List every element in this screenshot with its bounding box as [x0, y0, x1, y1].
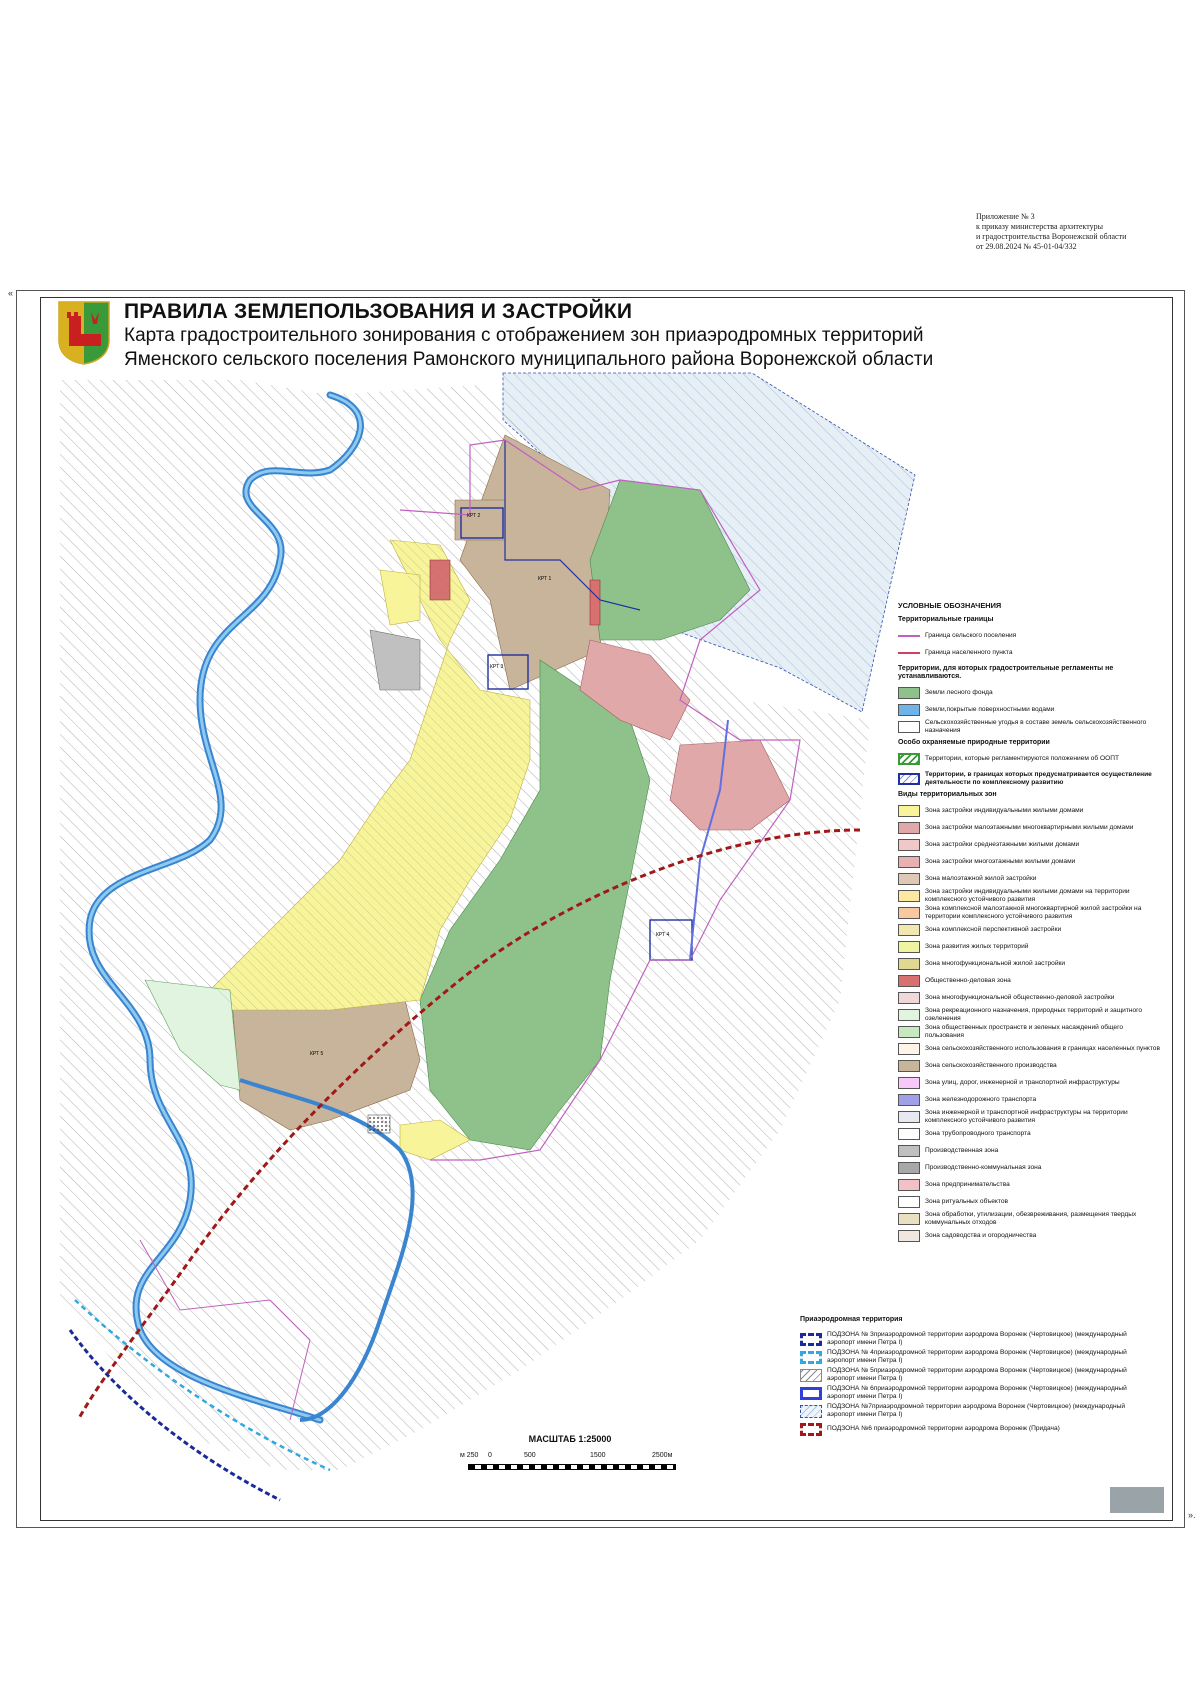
legend-zones	[898, 803, 1160, 1244]
legend-item-noreg	[898, 685, 1160, 701]
legend-item-zone	[898, 1092, 1160, 1108]
legend-item-zone	[898, 854, 1160, 870]
legend-item-zone	[898, 1126, 1160, 1142]
airport-legend-items	[800, 1330, 1130, 1438]
legend-item-zone	[898, 973, 1160, 989]
scale-tick: 1500	[590, 1452, 606, 1459]
legend-swatch	[898, 992, 920, 1004]
legend-heading-borders: Территориальные границы	[898, 616, 994, 623]
legend-heading-oopt: Особо охраняемые природные территории	[898, 739, 1050, 746]
legend-swatch	[800, 1405, 822, 1418]
airport-legend	[800, 1316, 1130, 1438]
legend	[898, 602, 1160, 1245]
scale-bar-line	[468, 1464, 676, 1470]
legend-swatch	[898, 907, 920, 919]
legend-label: Зона предпринимательства	[925, 1181, 1010, 1188]
krt-label: КРТ 5	[310, 1051, 324, 1057]
legend-swatch	[898, 958, 920, 970]
legend-swatch	[898, 1213, 920, 1225]
legend-label: Производственно-коммунальная зона	[925, 1164, 1042, 1171]
legend-item-oopt	[898, 751, 1160, 767]
legend-swatch	[898, 1009, 920, 1021]
legend-label: ПОДЗОНА №6 приаэродромной территории аэродрома Воронеж (Придача)	[827, 1425, 1060, 1432]
legend-label: Зона застройки индивидуальными жилыми домами на территории комплексного устойчивого развития	[925, 888, 1130, 903]
legend-swatch	[898, 822, 920, 834]
legend-item-zone	[898, 1109, 1160, 1125]
legend-item-zone	[898, 1007, 1160, 1023]
legend-label: Зона застройки индивидуальными жилыми домами	[925, 807, 1084, 814]
legend-label: Зона улиц, дорог, инженерной и транспортной инфраструктуры	[925, 1079, 1120, 1086]
legend-swatch	[800, 1369, 822, 1382]
legend-label: ПОДЗОНА №7приаэродромной территории аэродрома Воронеж (Чертовицкое) (международный аэропорт имени Петра I)	[827, 1403, 1126, 1418]
legend-swatch	[898, 647, 920, 659]
legend-label: Территории, в границах которых предусматривается осуществление деятельности по комплексному развитию	[925, 771, 1152, 786]
zone-ritual-objects	[368, 1115, 390, 1133]
legend-heading-zones: Виды территориальных зон	[898, 791, 997, 798]
legend-item-noreg	[898, 702, 1160, 718]
legend-label: ПОДЗОНА № 6приаэродромной территории аэродрома Воронеж (Чертовицкое) (международный аэропорт имени Петра I)	[827, 1385, 1127, 1400]
legend-label: ПОДЗОНА № 5приаэродромной территории аэродрома Воронеж (Чертовицкое) (международный аэропорт имени Петра I)	[827, 1367, 1127, 1382]
legend-swatch	[800, 1387, 822, 1400]
legend-item-zone	[898, 956, 1160, 972]
legend-label: Зона развития жилых территорий	[925, 943, 1029, 950]
legend-label: Зона застройки многоэтажными жилыми домами	[925, 858, 1076, 865]
legend-swatch	[898, 704, 920, 716]
scale-title: МАСШТАБ 1:25000	[528, 1434, 612, 1444]
legend-heading-noreg: Территории, для которых градостроительные регламенты не устанавливаются.	[898, 665, 1114, 680]
legend-item-zone	[898, 922, 1160, 938]
stamp-logo	[1110, 1487, 1164, 1513]
legend-item-zone	[898, 1041, 1160, 1057]
airport-legend-heading: Приаэродромная территория	[800, 1316, 903, 1323]
legend-swatch	[898, 1145, 920, 1157]
legend-swatch	[800, 1423, 822, 1436]
legend-label: ПОДЗОНА № 4приаэродромной территории аэродрома Воронеж (Чертовицкое) (международный аэропорт имени Петра I)	[827, 1349, 1127, 1364]
legend-swatch	[898, 941, 920, 953]
legend-label: Территории, которые регламентируются положением об ООПТ	[925, 755, 1119, 762]
legend-item-zone	[898, 1075, 1160, 1091]
airport-legend-item	[800, 1348, 1130, 1366]
scale-tick: 2500м	[652, 1452, 673, 1459]
legend-item-zone	[898, 888, 1160, 904]
map-subtitle: Карта градостроительного зонирования с отображением зон приаэродромных территорий	[124, 325, 924, 346]
coat-of-arms-logo	[57, 300, 111, 366]
legend-swatch	[898, 1128, 920, 1140]
legend-label: Общественно-деловая зона	[925, 977, 1011, 984]
legend-swatch	[898, 1196, 920, 1208]
legend-item-zone	[898, 1058, 1160, 1074]
krt-label: КРТ 1	[538, 576, 552, 582]
legend-label: Зона инженерной и транспортной инфраструктуры на территории комплексного устойчивого развития	[925, 1109, 1128, 1124]
legend-item-krt	[898, 771, 1160, 787]
legend-swatch	[898, 924, 920, 936]
legend-swatch	[898, 873, 920, 885]
scale-tick: 500	[524, 1452, 536, 1459]
legend-swatch	[898, 1111, 920, 1123]
opening-quote: «	[8, 288, 14, 298]
appendix-line: Приложение № 3	[976, 212, 1035, 221]
airport-legend-item	[800, 1420, 1130, 1438]
legend-label: Зона железнодорожного транспорта	[925, 1096, 1037, 1103]
legend-item-zone	[898, 871, 1160, 887]
legend-label: Зона комплексной малоэтажной многоквартирной жилой застройки на территории комплексного устойчивого развития	[925, 905, 1142, 920]
zone-agri-production	[455, 500, 505, 540]
legend-item-zone	[898, 1211, 1160, 1227]
legend-label: ПОДЗОНА № 3приаэродромной территории аэродрома Воронеж (Чертовицкое) (международный аэропорт имени Петра I)	[827, 1331, 1127, 1346]
legend-swatch	[800, 1351, 822, 1364]
legend-label: Зона многофункциональной жилой застройки	[925, 960, 1066, 967]
legend-swatch	[898, 1077, 920, 1089]
scale-bar	[460, 1434, 680, 1474]
scale-unit-left: м 250	[460, 1452, 479, 1459]
legend-label: Зона ритуальных объектов	[925, 1198, 1009, 1205]
appendix-line: и градостроительства Воронежской области	[976, 232, 1127, 241]
legend-swatch	[898, 1162, 920, 1174]
map-subtitle-2: Яменского сельского поселения Рамонского муниципального района Воронежской области	[124, 349, 934, 370]
airport-legend-item	[800, 1384, 1130, 1402]
legend-item-border	[898, 645, 1160, 661]
legend-swatch	[898, 687, 920, 699]
legend-item-zone	[898, 1143, 1160, 1159]
legend-swatch	[898, 721, 920, 733]
legend-item-noreg	[898, 719, 1160, 735]
krt-label: КРТ 4	[656, 932, 670, 938]
legend-label: Граница населенного пункта	[925, 649, 1013, 656]
legend-swatch	[898, 1026, 920, 1038]
legend-borders	[898, 628, 1160, 661]
legend-label: Зона малоэтажной жилой застройки	[925, 875, 1037, 882]
airport-legend-item	[800, 1330, 1130, 1348]
legend-item-zone	[898, 837, 1160, 853]
legend-swatch	[898, 839, 920, 851]
legend-swatch	[898, 773, 920, 785]
legend-label: Зона застройки малоэтажными многоквартирными жилыми домами	[925, 824, 1134, 831]
legend-label: Зона многофункциональной общественно-деловой застройки	[925, 994, 1115, 1001]
legend-label: Земли,покрытые поверхностными водами	[925, 706, 1055, 713]
legend-swatch	[800, 1333, 822, 1346]
krt-label: КРТ 3	[490, 664, 504, 670]
legend-label: Зона сельскохозяйственного использования в границах населенных пунктов	[925, 1045, 1160, 1052]
appendix-line: к приказу министерства архитектуры	[976, 222, 1103, 231]
legend-swatch	[898, 753, 920, 765]
legend-label: Граница сельского поселения	[925, 632, 1017, 639]
legend-swatch	[898, 975, 920, 987]
closing-quote: ».	[1188, 1510, 1196, 1520]
zone-public-business	[590, 580, 600, 625]
legend-swatch	[898, 856, 920, 868]
legend-label: Зона комплексной перспективной застройки	[925, 926, 1062, 933]
legend-item-zone	[898, 990, 1160, 1006]
legend-label: Зона обработки, утилизации, обезвреживания, размещения твердых коммунальных отходов	[925, 1211, 1137, 1226]
legend-swatch	[898, 1043, 920, 1055]
legend-item-border	[898, 628, 1160, 644]
legend-swatch	[898, 890, 920, 902]
krt-label: КРТ 2	[467, 513, 481, 519]
legend-swatch	[898, 1230, 920, 1242]
page-title: ПРАВИЛА ЗЕМЛЕПОЛЬЗОВАНИЯ И ЗАСТРОЙКИ	[124, 300, 633, 323]
scale-ticks	[460, 1452, 680, 1474]
legend-swatch	[898, 1094, 920, 1106]
legend-label: Сельскохозяйственные угодья в составе земель сельскохозяйственного назначения	[925, 719, 1147, 734]
legend-swatch	[898, 805, 920, 817]
airport-legend-item	[800, 1402, 1130, 1420]
legend-swatch	[898, 630, 920, 642]
legend-item-zone	[898, 820, 1160, 836]
legend-item-zone	[898, 1177, 1160, 1193]
legend-label: Зона садоводства и огородничества	[925, 1232, 1037, 1239]
legend-label: Зона застройки среднеэтажными жилыми домами	[925, 841, 1080, 848]
legend-label: Зона сельскохозяйственного производства	[925, 1062, 1057, 1069]
airport-legend-item	[800, 1366, 1130, 1384]
legend-noreg	[898, 685, 1160, 735]
legend-item-zone	[898, 939, 1160, 955]
legend-label: Зона трубопроводного транспорта	[925, 1130, 1031, 1137]
legend-label: Земли лесного фонда	[925, 689, 993, 696]
legend-item-zone	[898, 905, 1160, 921]
scale-tick: 0	[488, 1452, 492, 1459]
legend-item-zone	[898, 803, 1160, 819]
legend-swatch	[898, 1060, 920, 1072]
legend-item-zone	[898, 1160, 1160, 1176]
legend-item-zone	[898, 1024, 1160, 1040]
legend-title: УСЛОВНЫЕ ОБОЗНАЧЕНИЯ	[898, 601, 1002, 610]
map-title-block	[124, 300, 933, 372]
legend-swatch	[898, 1179, 920, 1191]
legend-item-zone	[898, 1194, 1160, 1210]
legend-label: Зона рекреационного назначения, природных территорий и защитного озеленения	[925, 1007, 1143, 1022]
legend-item-zone	[898, 1228, 1160, 1244]
appendix-line: от 29.08.2024 № 45-01-04/332	[976, 242, 1077, 251]
legend-label: Зона общественных пространств и зеленых насаждений общего пользования	[925, 1024, 1124, 1039]
legend-label: Производственная зона	[925, 1147, 999, 1154]
